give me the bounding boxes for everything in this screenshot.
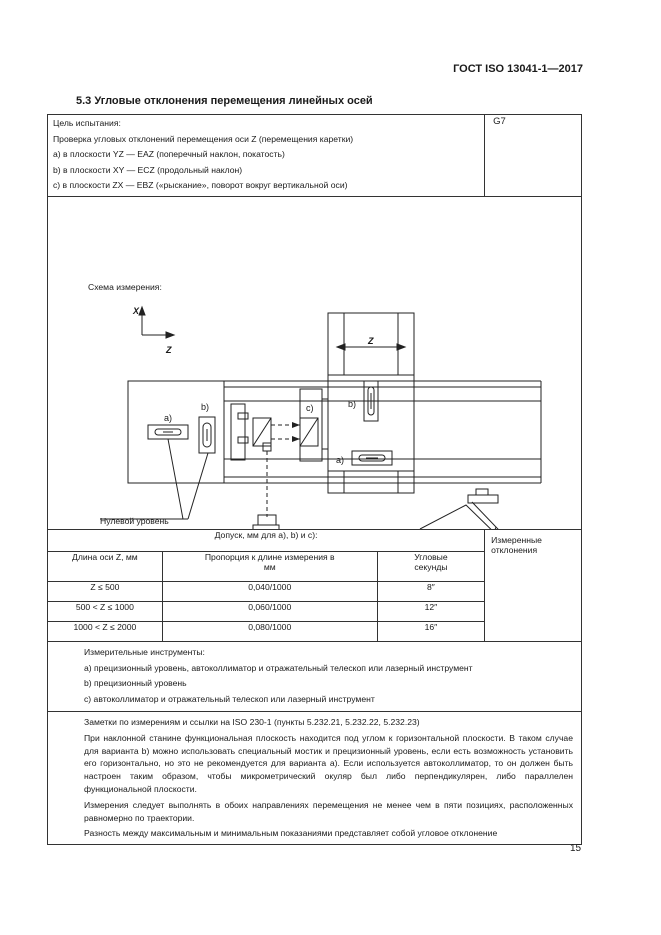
col-ratio-header: Пропорция к длине измерения в мм xyxy=(162,551,377,581)
inclined-bed-outline xyxy=(420,505,542,529)
page-number: 15 xyxy=(570,843,582,854)
telescope xyxy=(253,525,279,529)
objective-cell xyxy=(48,115,485,197)
label-c: c) xyxy=(306,403,314,413)
instruments-cell xyxy=(48,642,582,712)
table-row xyxy=(48,581,484,601)
length-cell: 1000 < Z ≤ 2000 xyxy=(48,621,162,641)
axis-x-label: X xyxy=(133,306,140,316)
z-axis-arrow-icon xyxy=(166,332,174,338)
notes-paragraph: Измерения следует выполнять в обоих направлениях перемещения не менее чем в пяти позициях, расположенных равномерно по траектории. xyxy=(84,799,573,823)
notes-cell xyxy=(48,712,582,845)
label-a-base: a) xyxy=(164,413,173,423)
tolerance-table xyxy=(48,530,484,641)
zero-level-label: Нулевой уровень xyxy=(100,516,169,526)
tolerance-cell xyxy=(48,530,485,642)
diagram-cell xyxy=(48,197,582,530)
length-cell: Z ≤ 500 xyxy=(48,581,162,601)
travel-arrow-left-icon xyxy=(337,344,345,350)
axis-z-label: Z xyxy=(166,345,172,355)
objective-line: c) в плоскости ZX — EBZ («рыскание», поворот вокруг вертикальной оси) xyxy=(53,180,348,190)
ratio-cell: 0,080/1000 xyxy=(162,621,377,641)
seconds-cell: 8″ xyxy=(377,581,484,601)
label-b-carriage: b) xyxy=(348,399,357,409)
table-row xyxy=(48,601,484,621)
seconds-cell: 16″ xyxy=(377,621,484,641)
section-title: 5.3 Угловые отклонения перемещения линейных осей xyxy=(76,95,373,107)
carriage-z-label: Z xyxy=(368,336,374,346)
test-card-table xyxy=(47,114,582,845)
reflector-mount xyxy=(300,389,322,461)
objective-line: Проверка угловых отклонений перемещения оси Z (перемещения каретки) xyxy=(53,133,354,144)
ratio-cell: 0,060/1000 xyxy=(162,601,377,621)
label-b-base: b) xyxy=(201,402,210,412)
notes-paragraph: При наклонной станине функциональная плоскость находится под углом к горизонтальной плоскости. В таком случае для варианта b) можно использовать специальный мостик и прецизионный уровень, если есть возможность установить его горизонтально, но это не рекомендуется для варианта a). Если используется автоколлиматор, то он должен быть настроен таким образом, чтобы микрометрический окуляр был либо перпендикулярен, либо параллелен функциональной плоскости. xyxy=(84,732,573,794)
length-cell: 500 < Z ≤ 1000 xyxy=(48,601,162,621)
instruments-line: b) прецизионный уровень xyxy=(84,678,187,688)
diagram-title: Схема измерения: xyxy=(88,282,162,292)
ratio-cell: 0,040/1000 xyxy=(162,581,377,601)
measured-deviations-cell xyxy=(485,530,582,642)
instruments-line: Измерительные инструменты: xyxy=(84,647,205,657)
objective-line: Цель испытания: xyxy=(53,118,121,128)
objective-line: b) в плоскости XY — ECZ (продольный наклон) xyxy=(53,164,243,175)
col-length-header: Длина оси Z, мм xyxy=(48,551,162,581)
table-row xyxy=(48,621,484,641)
col-seconds-header: Угловые секунды xyxy=(377,551,484,581)
zero-level-pointer xyxy=(188,453,208,519)
tolerance-heading: Допуск, мм для a), b) и c): xyxy=(48,530,484,551)
test-code: G7 xyxy=(485,115,582,197)
instruments-line: c) автоколлиматор и отражательный телескоп или лазерный инструмент xyxy=(84,693,375,704)
measured-deviations-heading: Измеренные отклонения xyxy=(491,535,542,555)
x-axis-arrow-icon xyxy=(139,307,145,315)
instruments-line: a) прецизионный уровень, автоколлиматор и отражательный телескоп или лазерный инструмент xyxy=(84,662,473,673)
label-a-carriage: a) xyxy=(336,455,345,465)
machine-base xyxy=(128,381,224,483)
notes-paragraph: Разность между максимальным и минимальным показаниями представляет собой угловое отклонение xyxy=(84,828,498,839)
measurement-diagram xyxy=(48,197,583,529)
standard-header: ГОСТ ISO 13041-1—2017 xyxy=(453,63,583,75)
notes-title: Заметки по измерениям и ссылки на ISO 230-1 (пункты 5.232.21, 5.232.22, 5.232.23) xyxy=(84,717,420,727)
seconds-cell: 12″ xyxy=(377,601,484,621)
zero-level-pointer xyxy=(168,439,183,519)
travel-arrow-right-icon xyxy=(397,344,405,350)
objective-line: a) в плоскости YZ — EAZ (поперечный наклон, покатость) xyxy=(53,149,285,159)
